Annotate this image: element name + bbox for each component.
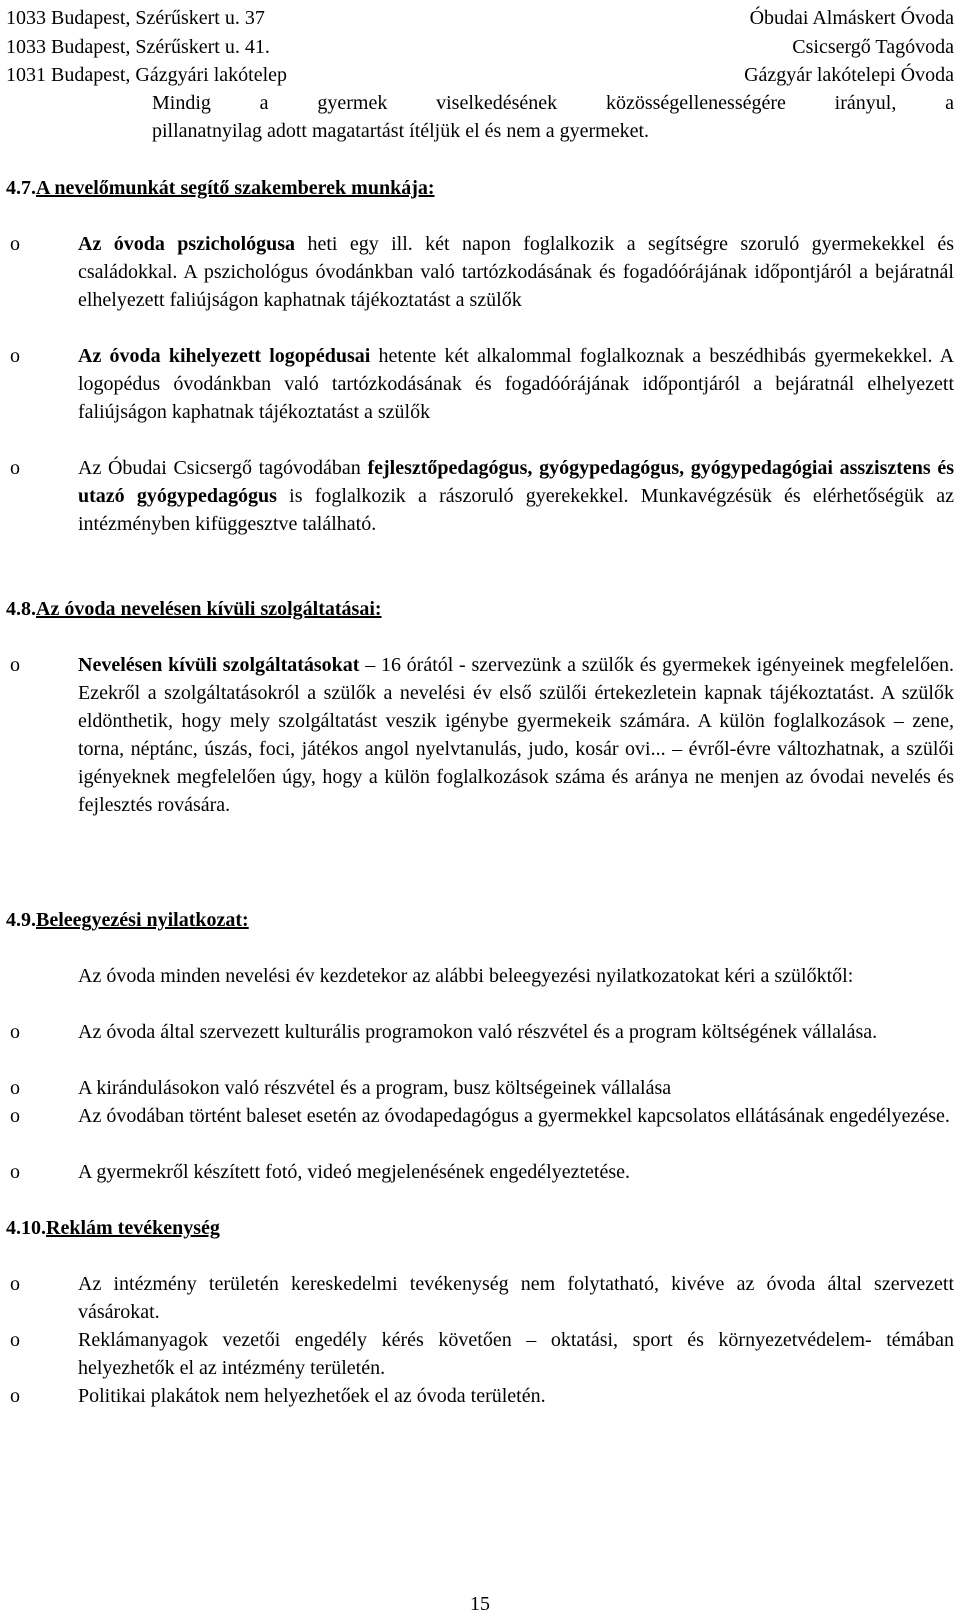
section-heading-4-10 bbox=[6, 1214, 220, 1242]
bold-term: Nevelésen kívüli szolgáltatásokat bbox=[78, 654, 360, 676]
header-row bbox=[6, 33, 954, 61]
list-item bbox=[10, 651, 954, 819]
list-item bbox=[10, 1382, 954, 1410]
list-item bbox=[10, 1102, 954, 1130]
header-address: 1031 Budapest, Gázgyári lakótelep bbox=[6, 64, 288, 86]
header-address: 1033 Budapest, Szérűskert u. 37 bbox=[6, 7, 265, 29]
list-item bbox=[10, 1074, 954, 1102]
header-row bbox=[6, 61, 954, 89]
list-item bbox=[10, 230, 954, 314]
section-number: 4.9. bbox=[6, 909, 36, 931]
item-text: heti egy ill. két napon foglalkozik a segítségre szoruló gyermekekkel és családokkal. A pszichológus óvodánkban való tartózkodásának és fogadóórájának időpontjáról a bejáratnál elhelyezett faliújságon kaphatnak tájékoztatást a szülők bbox=[78, 233, 954, 311]
section-number: 4.8. bbox=[6, 598, 36, 620]
item-text: A gyermekről készített fotó, videó megjelenésének engedélyeztetése. bbox=[78, 1161, 631, 1183]
continued-text-line: pillanatnyilag adott magatartást ítéljük el és nem a gyermeket. bbox=[152, 120, 650, 142]
bullet-marker: o bbox=[10, 457, 20, 479]
list-item bbox=[10, 454, 955, 538]
item-text: Az óvoda által szervezett kulturális programokon való részvétel és a program költségének vállalása. bbox=[78, 1021, 878, 1043]
header-institution: Óbudai Almáskert Óvoda bbox=[749, 7, 954, 29]
header-address: 1033 Budapest, Szérűskert u. 41. bbox=[6, 36, 270, 58]
bold-term: fejlesztőpedagógus, gyógypedagógus, gyógypedagógiai asszisztens és utazó gyógypedagógus bbox=[78, 457, 955, 507]
header-institution: Csicsergő Tagóvoda bbox=[792, 36, 954, 58]
section-title: A nevelőmunkát segítő szakemberek munkája: bbox=[36, 177, 435, 199]
item-text: – 16 órától - szervezünk a szülők és gyermekek igényeinek megfelelően. Ezekről a szolgáltatásokról a szülők a nevelési év első szülői értekezletein kapnak tájékoztatást. A szülők eldönthetik, hogy mely szolgáltatást veszik igénybe gyermekeik számára. A külön foglalkozások – zene, torna, néptánc, úszás, foci, játékos angol nyelvtanulás, judo, kosár ovi... – évről-évre változhatnak, a szülői igényeknek megfelelően úgy, hogy a külön foglalkozások száma és aránya ne menjen az óvodai nevelés és fejlesztés rovására. bbox=[78, 654, 954, 816]
section-title: Az óvoda nevelésen kívüli szolgáltatásai: bbox=[36, 598, 382, 620]
page-number: 15 bbox=[470, 1593, 490, 1615]
item-text: Az intézmény területén kereskedelmi tevékenység nem folytatható, kivéve az óvoda által szervezett vásárokat. bbox=[78, 1273, 954, 1323]
bullet-marker: o bbox=[10, 233, 20, 255]
bullet-marker: o bbox=[10, 1077, 20, 1099]
intro-paragraph: Az óvoda minden nevelési év kezdetekor az alábbi beleegyezési nyilatkozatokat kéri a szülőktől: bbox=[78, 965, 854, 987]
bold-term: Az óvoda kihelyezett logopédusai bbox=[78, 345, 371, 367]
continued-text-line: Mindig a gyermek viselkedésének közösségellenességére irányul, a bbox=[152, 92, 954, 114]
bullet-marker: o bbox=[10, 654, 20, 676]
list-item bbox=[10, 342, 955, 426]
bullet-marker: o bbox=[10, 1273, 20, 1295]
header-institution: Gázgyár lakótelepi Óvoda bbox=[744, 64, 954, 86]
item-text: Az óvodában történt baleset esetén az óvodapedagógus a gyermekkel kapcsolatos ellátásának engedélyezése. bbox=[78, 1105, 950, 1127]
bold-term: Az óvoda pszichológusa bbox=[78, 233, 296, 255]
section-title: Beleegyezési nyilatkozat: bbox=[36, 909, 249, 931]
header-row bbox=[6, 4, 954, 32]
list-item bbox=[10, 1326, 954, 1382]
list-item bbox=[10, 1018, 954, 1046]
bullet-marker: o bbox=[10, 1161, 20, 1183]
list-item bbox=[10, 1158, 954, 1186]
section-title: Reklám tevékenység bbox=[46, 1217, 220, 1239]
bullet-marker: o bbox=[10, 345, 20, 367]
item-text: Politikai plakátok nem helyezhetőek el az óvoda területén. bbox=[78, 1385, 546, 1407]
section-number: 4.7. bbox=[6, 177, 36, 199]
section-heading-4-7 bbox=[6, 174, 435, 202]
list-item bbox=[10, 1270, 954, 1326]
bullet-marker: o bbox=[10, 1329, 20, 1351]
section-number: 4.10. bbox=[6, 1217, 46, 1239]
item-text: Az Óbudai Csicsergő tagóvodában bbox=[78, 457, 368, 479]
item-text: hetente két alkalommal foglalkoznak a beszédhibás gyermekekkel. A logopédus óvodánkban való tartózkodásának és fogadóórájának időpontjáról a bejáratnál elhelyezett faliújságon kaphatnak tájékoztatást a szülők bbox=[78, 345, 955, 423]
item-text: Reklámanyagok vezetői engedély kérés követően – oktatási, sport és környezetvédelem- témában helyezhetők el az intézmény területén. bbox=[78, 1329, 954, 1379]
bullet-marker: o bbox=[10, 1385, 20, 1407]
bullet-marker: o bbox=[10, 1105, 20, 1127]
item-text: A kirándulásokon való részvétel és a program, busz költségeinek vállalása bbox=[78, 1077, 672, 1099]
bullet-marker: o bbox=[10, 1021, 20, 1043]
section-heading-4-8 bbox=[6, 595, 382, 623]
item-text: is foglalkozik a rászoruló gyerekekkel. Munkavégzésük és elérhetőségük az intézményben kifüggesztve található. bbox=[78, 485, 954, 535]
section-heading-4-9 bbox=[6, 906, 249, 934]
